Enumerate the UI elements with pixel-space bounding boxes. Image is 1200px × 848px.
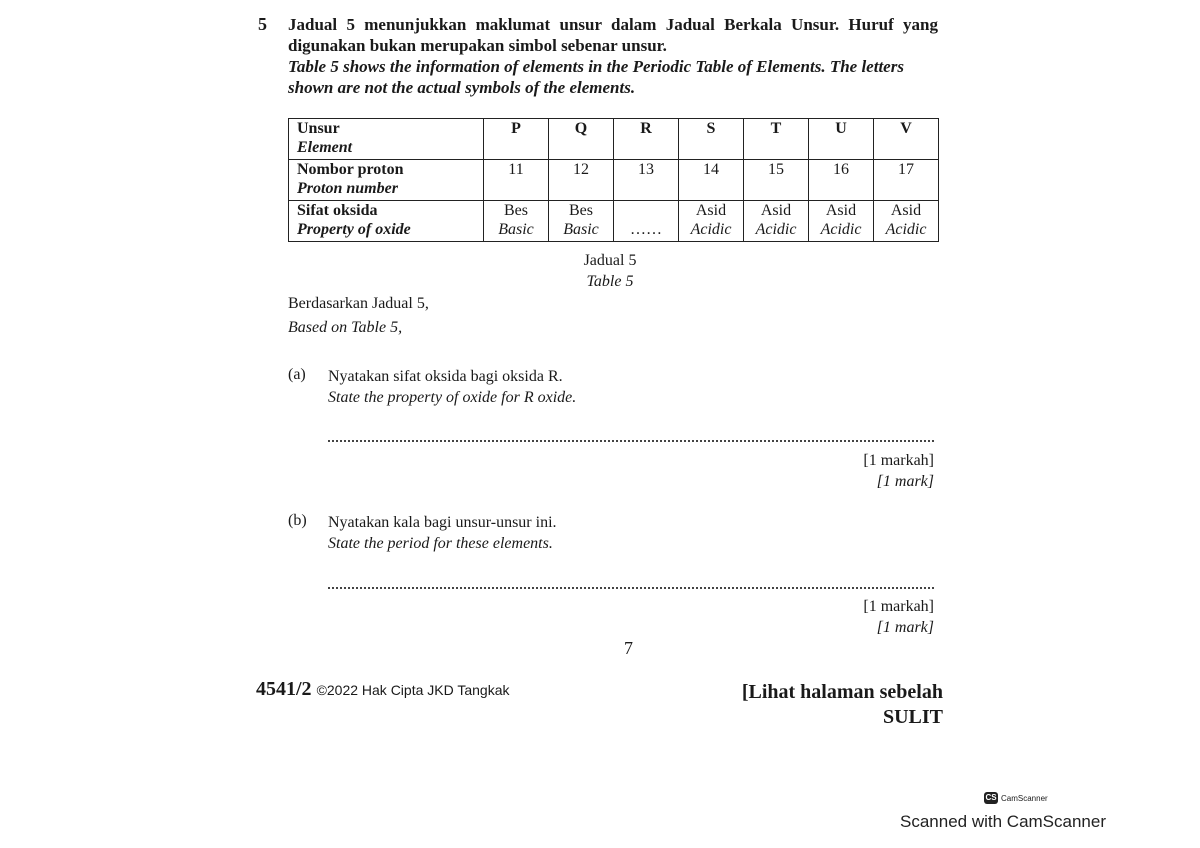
proton-number: 15 xyxy=(744,160,809,201)
oxide-property: Asid Acidic xyxy=(744,201,809,242)
element-symbol: P xyxy=(484,119,549,160)
table-row xyxy=(289,201,939,242)
question-stem-malay: Jadual 5 menunjukkan maklumat unsur dalam Jadual Berkala Unsur. Huruf yang digunakan bukan merupakan simbol sebenar unsur. xyxy=(288,15,938,55)
table-row xyxy=(289,119,939,160)
camscanner-caption: Scanned with CamScanner xyxy=(900,812,1107,831)
question-number: 5 xyxy=(258,14,267,34)
part-a-label: (a) xyxy=(288,366,306,383)
proton-number: 17 xyxy=(874,160,939,201)
proton-number: 14 xyxy=(679,160,744,201)
proton-number: 12 xyxy=(549,160,614,201)
footer-copyright: ©2022 Hak Cipta JKD Tangkak xyxy=(316,682,510,698)
element-symbol: V xyxy=(874,119,939,160)
row-header-proton: Nombor proton Proton number xyxy=(289,160,484,201)
part-b-question: Nyatakan kala bagi unsur-unsur ini. State the period for these elements. xyxy=(328,514,557,552)
element-symbol: U xyxy=(809,119,874,160)
part-a-marks: [1 markah] [1 mark] xyxy=(863,452,934,490)
element-symbol: R xyxy=(614,119,679,160)
part-b-label: (b) xyxy=(288,512,307,529)
question-stem-english: Table 5 shows the information of elements in the Periodic Table of Elements. The letters shown are not the actual symbols of the elements. xyxy=(288,57,904,97)
question-stem xyxy=(288,14,938,98)
oxide-property: Bes Basic xyxy=(484,201,549,242)
camscanner-icon: CS xyxy=(985,793,997,802)
footer-paper-code: 4541/2 ©2022 Hak Cipta JKD Tangkak xyxy=(256,678,510,700)
answer-line-a[interactable] xyxy=(328,440,934,442)
table-caption: Jadual 5 Table 5 xyxy=(583,252,637,290)
proton-number: 11 xyxy=(484,160,549,201)
answer-line-b[interactable] xyxy=(328,587,934,589)
proton-number: 16 xyxy=(809,160,874,201)
table-row xyxy=(289,160,939,201)
element-symbol: T xyxy=(744,119,809,160)
footer-right xyxy=(742,680,943,730)
classification-label: SULIT xyxy=(882,706,943,728)
element-symbol: S xyxy=(679,119,744,160)
row-header-element: Unsur Element xyxy=(289,119,484,160)
row-header-oxide: Sifat oksida Property of oxide xyxy=(289,201,484,242)
part-a-question: Nyatakan sifat oksida bagi oksida R. State the property of oxide for R oxide. xyxy=(328,368,577,406)
oxide-property: Asid Acidic xyxy=(874,201,939,242)
oxide-property: Bes Basic xyxy=(549,201,614,242)
camscanner-logo: CS CamScanner xyxy=(985,793,1048,803)
next-page-note: [Lihat halaman sebelah xyxy=(741,681,943,703)
page-number: 7 xyxy=(624,638,633,658)
element-symbol: Q xyxy=(549,119,614,160)
proton-number: 13 xyxy=(614,160,679,201)
based-on-text: Berdasarkan Jadual 5, Based on Table 5, xyxy=(288,295,429,336)
oxide-property-blank: …… xyxy=(614,201,679,242)
element-table xyxy=(288,118,939,242)
oxide-property: Asid Acidic xyxy=(809,201,874,242)
part-b-marks: [1 markah] [1 mark] xyxy=(863,598,934,636)
oxide-property: Asid Acidic xyxy=(679,201,744,242)
